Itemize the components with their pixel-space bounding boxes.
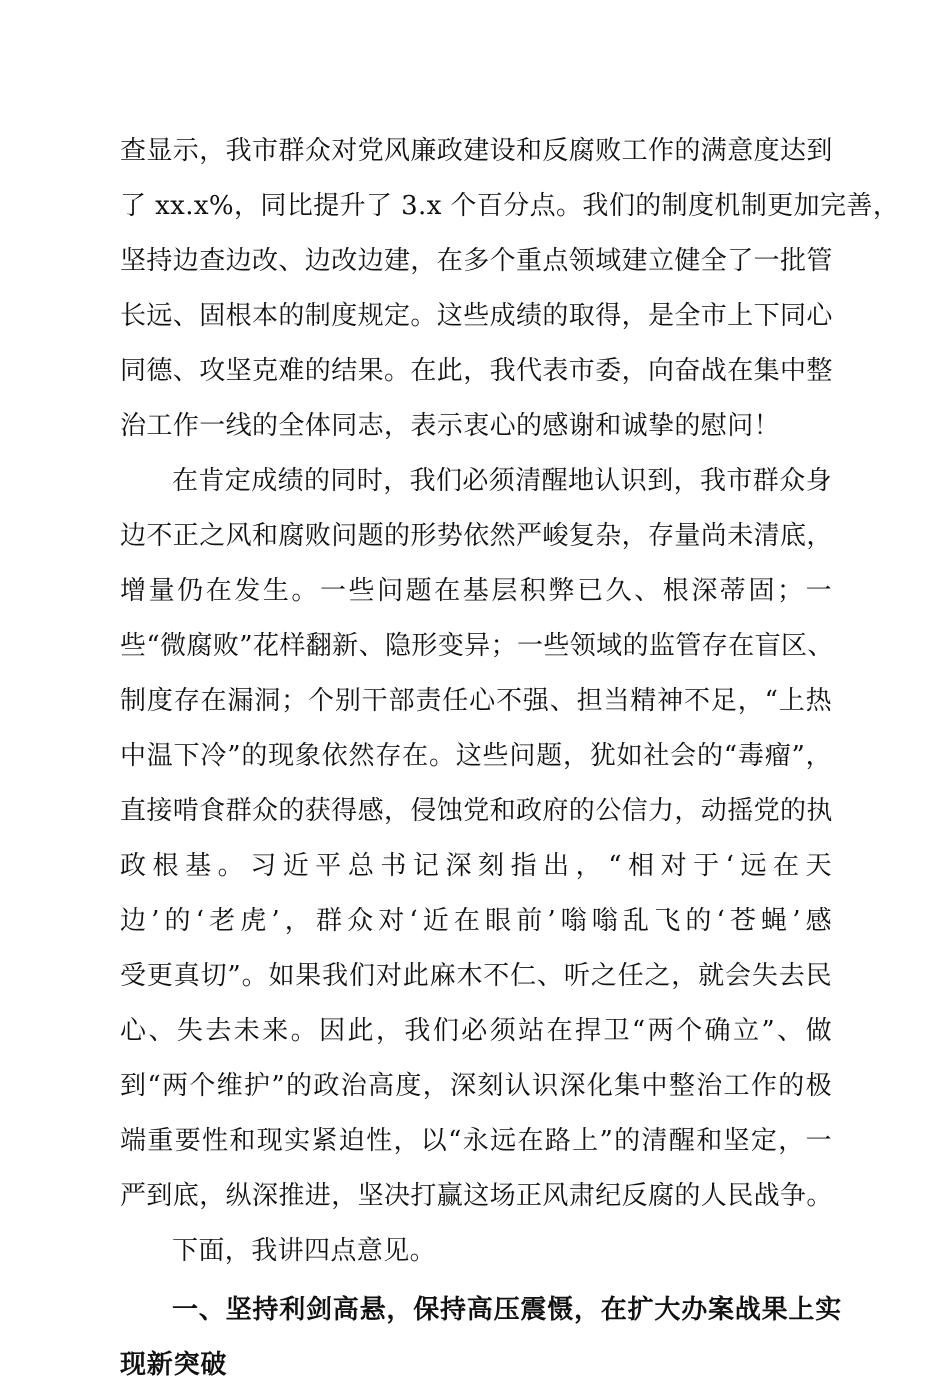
paragraph-line: 在肯定成绩的同时，我们必须清醒地认识到，我市群众身 (172, 466, 833, 496)
paragraph-line: 坚持边查边改、边改边建，在多个重点领域建立健全了一批管 (120, 246, 833, 276)
paragraph-line: 边不正之风和腐败问题的形势依然严峻复杂，存量尚未清底， (120, 521, 833, 551)
paragraph-line: 增量仍在发生。一些问题在基层积弊已久、根深蒂固；一 (120, 576, 832, 606)
paragraph-line: 同德、攻坚克难的结果。在此，我代表市委，向奋战在集中整 (120, 356, 833, 386)
paragraph-line: 直接啃食群众的获得感，侵蚀党和政府的公信力，动摇党的执 (120, 796, 833, 826)
paragraph-line: 些“微腐败”花样翻新、隐形变异；一些领域的监管存在盲区、 (120, 631, 834, 661)
paragraph-line: 心、失去未来。因此，我们必须站在捍卫“两个确立”、做 (120, 1016, 832, 1046)
paragraph-line: 到“两个维护”的政治高度，深刻认识深化集中整治工作的极 (120, 1071, 832, 1101)
body-text (120, 124, 900, 1393)
paragraph-line: 端重要性和现实紧迫性，以“永远在路上”的清醒和坚定，一 (120, 1126, 832, 1156)
paragraph-line: 治工作一线的全体同志，表示衷心的感谢和诚挚的慰问！ (120, 411, 781, 441)
section-heading-line: 现新突破 (120, 1350, 228, 1380)
paragraph-line: 长远、固根本的制度规定。这些成绩的取得，是全市上下同心 (120, 301, 833, 331)
paragraph-line: 严到底，纵深推进，坚决打赢这场正风肃纪反腐的人民战争。 (120, 1181, 833, 1211)
paragraph-line: 了 xx.x%，同比提升了 3.x 个百分点。我们的制度机制更加完善， (120, 191, 900, 221)
paragraph-line: 受更真切”。如果我们对此麻木不仁、听之任之，就会失去民 (120, 961, 832, 991)
paragraph-line: 制度存在漏洞；个别干部责任心不强、担当精神不足，“上热 (120, 686, 832, 716)
section-heading-line: 一、坚持利剑高悬，保持高压震慑，在扩大办案战果上实 (172, 1295, 843, 1325)
paragraph-line: 查显示，我市群众对党风廉政建设和反腐败工作的满意度达到 (120, 136, 833, 166)
paragraph-line: 下面，我讲四点意见。 (172, 1236, 437, 1266)
paragraph-line: 政根基。习近平总书记深刻指出，“相对于‘远在天 (120, 851, 832, 881)
paragraph-line: 边’的‘老虎’，群众对‘近在眼前’嗡嗡乱飞的‘苍蝇’感 (120, 906, 832, 936)
paragraph-line: 中温下冷”的现象依然存在。这些问题，犹如社会的“毒瘤”， (120, 741, 832, 771)
